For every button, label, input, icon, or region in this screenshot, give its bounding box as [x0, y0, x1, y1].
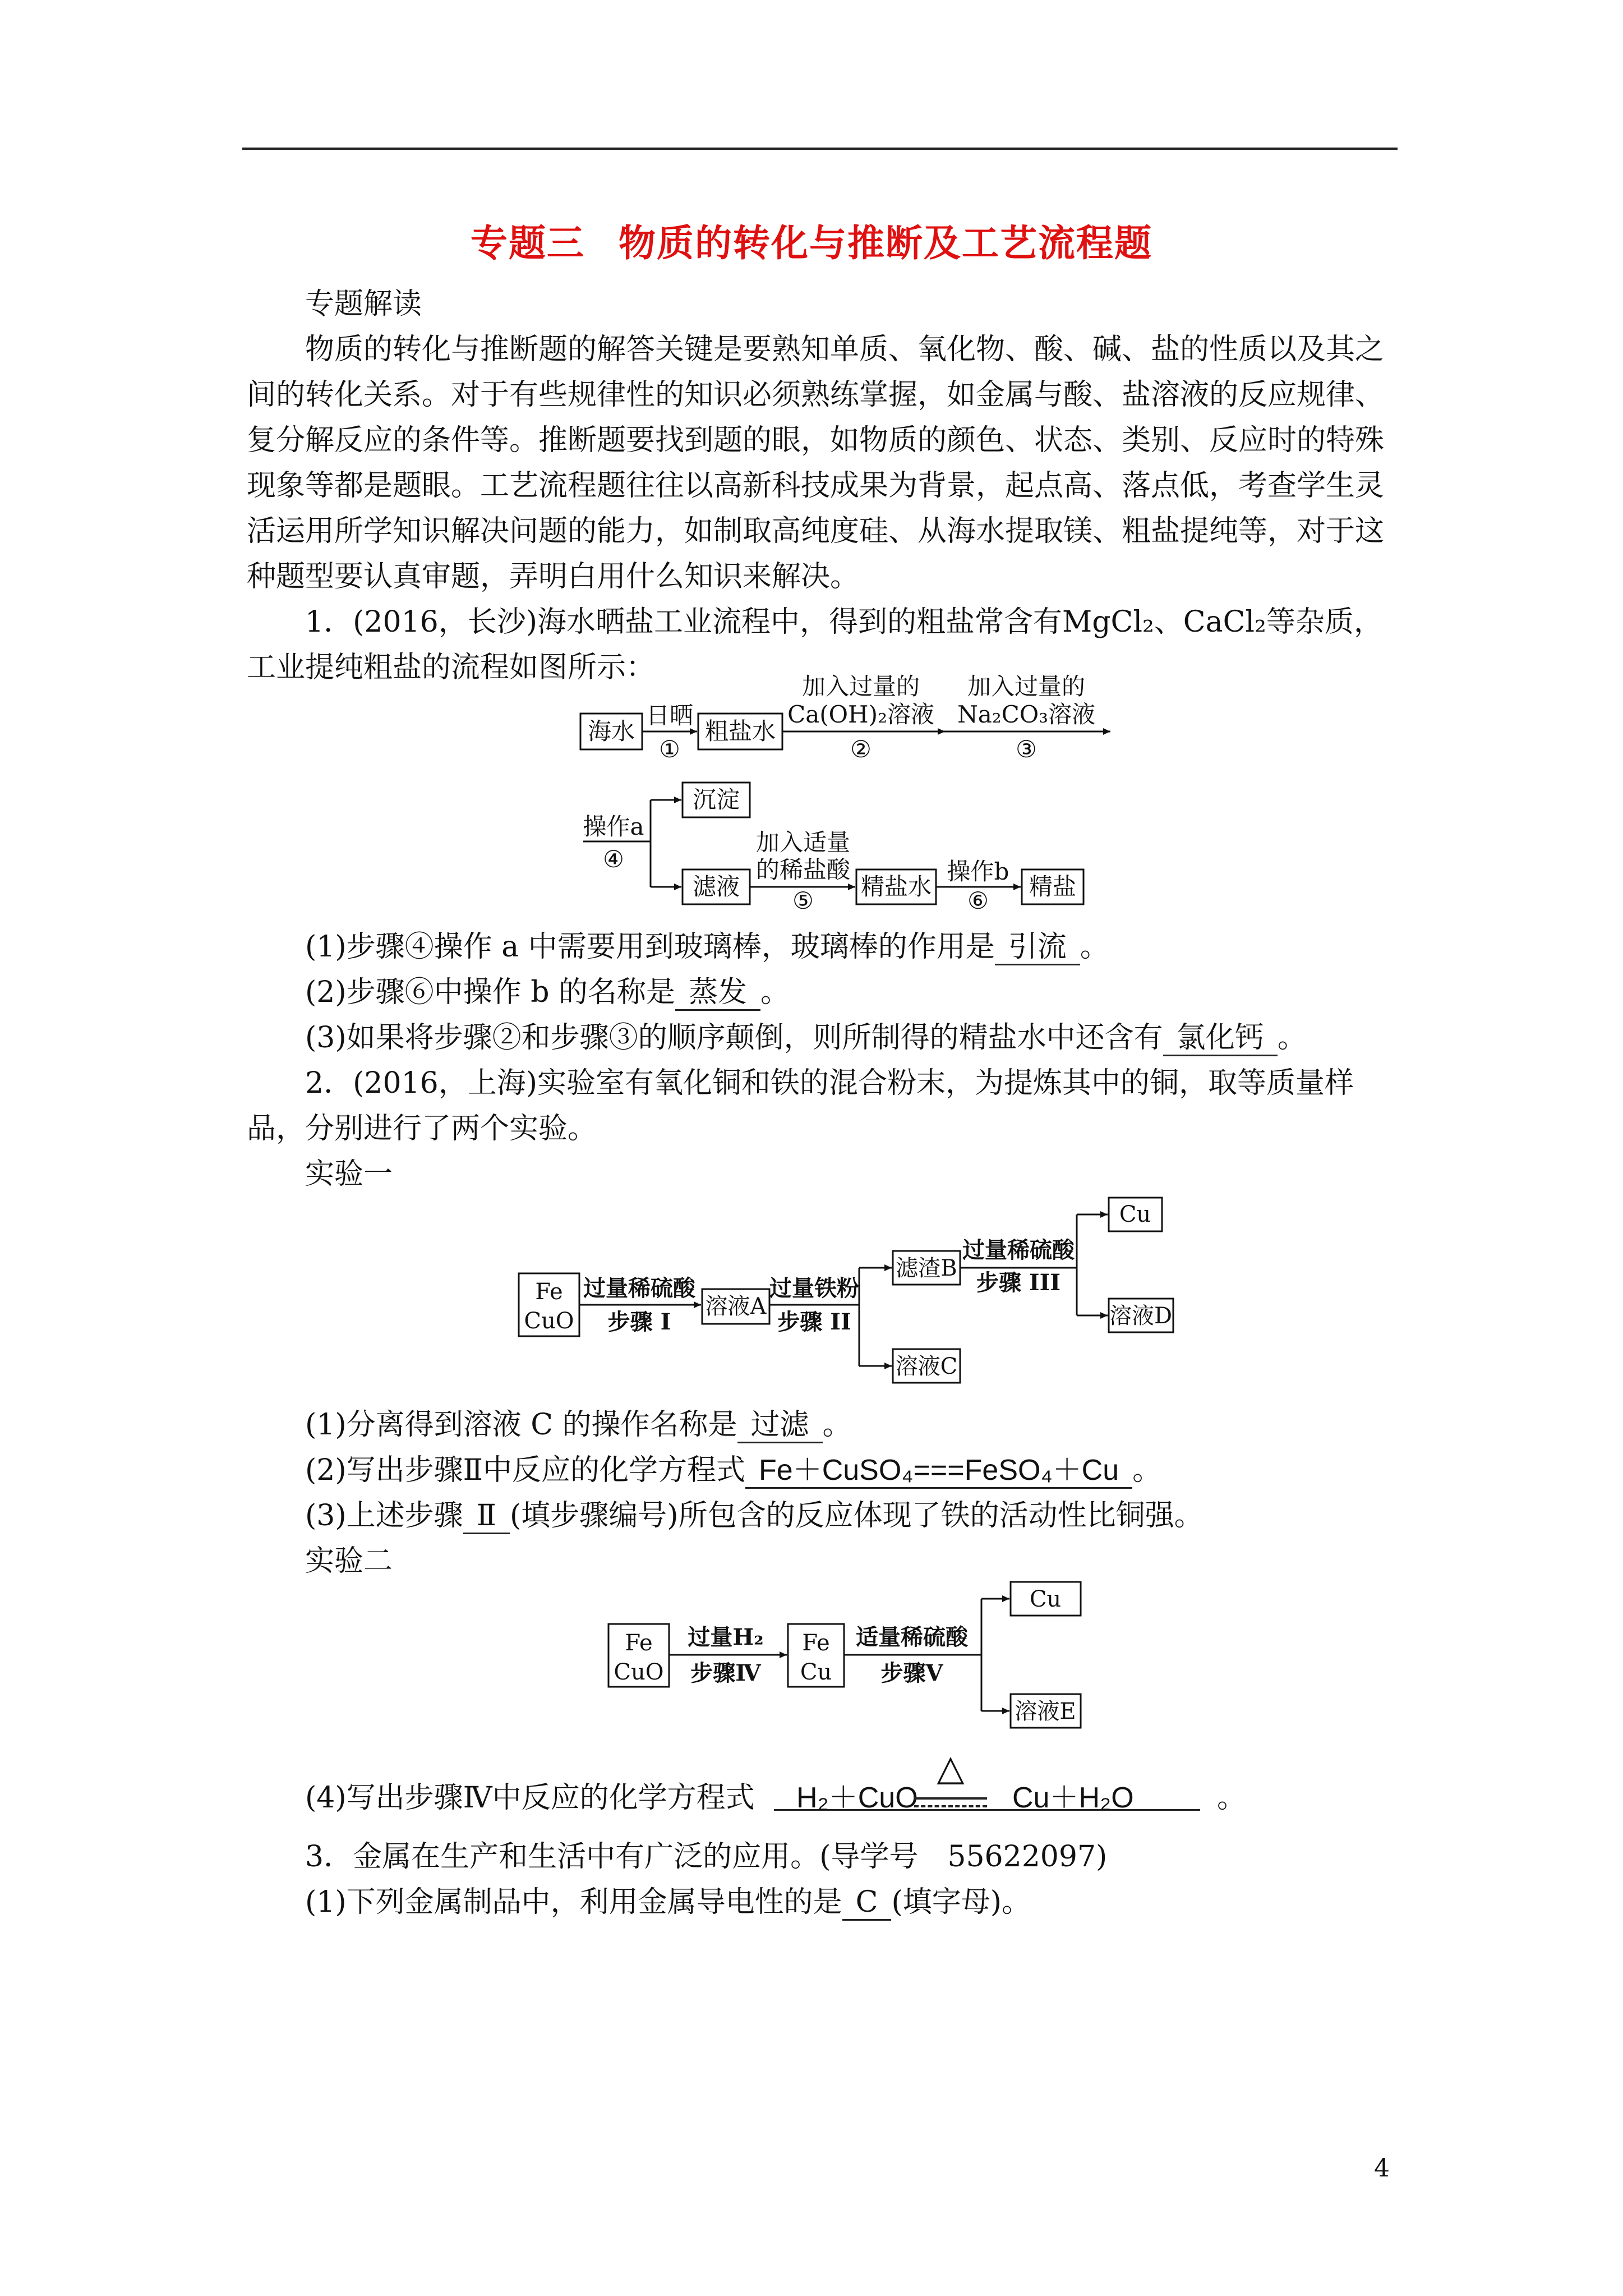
q2-answer-4-lhs: H₂＋CuO — [796, 1782, 918, 1814]
intro-heading: 专题解读 — [305, 287, 422, 321]
q3-part-1-post: (填字母)。 — [891, 1885, 1031, 1919]
step4-label: 操作a — [583, 813, 644, 840]
box-solution-d: 溶液D — [1109, 1303, 1173, 1329]
q2-part-2 — [247, 1448, 1385, 1493]
box-solution-c: 溶液C — [895, 1354, 958, 1379]
q2-part-1-post: 。 — [822, 1408, 852, 1442]
s3-bot: 步骤 III — [976, 1269, 1061, 1296]
box-refined-salt: 精盐 — [1029, 873, 1077, 900]
step2-top: 加入过量的 — [801, 673, 920, 700]
step1-top: 日晒 — [645, 702, 694, 729]
s2-top: 过量铁粉 — [769, 1275, 859, 1301]
s5-top: 适量稀硫酸 — [856, 1624, 968, 1650]
q2-part-1-text: (1)分离得到溶液 C 的操作名称是 — [305, 1408, 737, 1442]
step2-mid: Ca(OH)₂溶液 — [787, 701, 934, 728]
exp1-label: 实验一 — [305, 1157, 393, 1191]
q2-part-4 — [247, 1747, 1385, 1818]
answer-blank — [1163, 1021, 1278, 1056]
step5-num: ⑤ — [792, 887, 814, 909]
q3-stem: 3．金属在生产和生活中有广泛的应用。(导学号 55622097) — [305, 1840, 1108, 1874]
step3-top: 加入过量的 — [967, 673, 1086, 700]
answer-blank — [675, 976, 760, 1011]
q1-answer-2: 蒸发 — [689, 976, 748, 1009]
step4-num: ④ — [603, 845, 624, 873]
q1-part-2-post: 。 — [760, 976, 790, 1009]
title-main: 专题三 — [471, 222, 585, 265]
exp2-label: 实验二 — [305, 1544, 393, 1578]
equation-double-line-2 — [914, 1805, 987, 1807]
q2-answer-4-rhs: Cu＋H₂O — [1012, 1782, 1134, 1814]
step6-label: 操作b — [947, 858, 1009, 885]
q2-part-3-post: (填步骤编号)所包含的反应体现了铁的活动性比铜强。 — [510, 1499, 1204, 1533]
title-sub: 物质的转化与推断及工艺流程题 — [619, 222, 1152, 265]
exp2-flow-diagram — [606, 1571, 1110, 1739]
box-crude-brine: 粗盐水 — [704, 717, 776, 745]
q1-part-3-text: (3)如果将步骤②和步骤③的顺序颠倒，则所制得的精盐水中还含有 — [305, 1021, 1163, 1055]
q2-part-4-post: 。 — [1217, 1781, 1247, 1815]
s1-top: 过量稀硫酸 — [583, 1275, 695, 1301]
q1-part-1 — [247, 924, 1385, 970]
q2-part-1 — [247, 1402, 1385, 1448]
box-fe: Fe — [535, 1279, 563, 1305]
q1-part-1-text: (1)步骤④操作 a 中需要用到玻璃棒，玻璃棒的作用是 — [305, 930, 995, 964]
answer-blank — [842, 1885, 892, 1921]
box-refined-brine: 精盐水 — [860, 873, 932, 900]
s3-top: 过量稀硫酸 — [962, 1237, 1075, 1263]
answer-blank — [463, 1499, 510, 1534]
box-solution-a: 溶液A — [705, 1294, 767, 1319]
q2-part-4-text: (4)写出步骤Ⅳ中反应的化学方程式 — [305, 1781, 755, 1815]
answer-blank — [745, 1453, 1132, 1489]
q1-part-1-post: 。 — [1080, 930, 1109, 964]
exp2-box-solution-e: 溶液E — [1015, 1699, 1076, 1724]
intro-section — [247, 282, 1385, 691]
q2-part-2-post: 。 — [1132, 1453, 1162, 1487]
step3-mid: Na₂CO₃溶液 — [957, 701, 1096, 728]
box-seawater: 海水 — [587, 717, 635, 745]
q2-part-3 — [247, 1493, 1385, 1539]
q1-answer-3: 氯化钙 — [1176, 1021, 1264, 1055]
box-precipitate: 沉淀 — [692, 786, 740, 813]
answer-blank — [995, 930, 1080, 965]
exp2-mid-cu: Cu — [800, 1659, 832, 1685]
q2-answer-3: Ⅱ — [476, 1499, 497, 1533]
q1-part-3 — [247, 1015, 1385, 1061]
q1-stem: 1．(2016，长沙)海水晒盐工业流程中，得到的粗盐常含有MgCl₂、CaCl₂等杂质，工业提纯粗盐的流程如图所示： — [247, 605, 1383, 684]
q1-part-2 — [247, 970, 1385, 1015]
equation-double-line — [914, 1797, 987, 1800]
q2-part-2-text: (2)写出步骤Ⅱ中反应的化学方程式 — [305, 1453, 746, 1487]
q2-answer-2: Fe＋CuSO₄===FeSO₄＋Cu — [759, 1454, 1119, 1487]
step5-mid: 的稀盐酸 — [755, 856, 851, 884]
q3-part-1-text: (1)下列金属制品中，利用金属导电性的是 — [305, 1885, 842, 1919]
s2-bot: 步骤 II — [777, 1309, 851, 1335]
page-title — [0, 213, 1623, 266]
s1-bot: 步骤 I — [607, 1309, 671, 1335]
step3-num: ③ — [1016, 735, 1037, 763]
q2-part-3-text: (3)上述步骤 — [305, 1499, 463, 1533]
q3-part-1 — [247, 1880, 1385, 1925]
step2-num: ② — [850, 735, 872, 763]
q1-part-2-text: (2)步骤⑥中操作 b 的名称是 — [305, 976, 676, 1009]
exp2-box-fe: Fe — [625, 1630, 653, 1656]
q2-answer-1: 过滤 — [750, 1408, 809, 1442]
q2-parts — [247, 1402, 1385, 1584]
q3-section — [247, 1834, 1385, 1925]
s4-bot: 步骤Ⅳ — [690, 1660, 761, 1686]
exp2-box-cuo: CuO — [614, 1659, 664, 1685]
step5-top: 加入适量 — [755, 829, 851, 856]
box-cuo: CuO — [524, 1308, 574, 1334]
answer-blank — [737, 1408, 823, 1443]
heat-condition-symbol: △ — [937, 1747, 965, 1789]
q1-part-3-post: 。 — [1277, 1021, 1307, 1055]
box-filtrate: 滤液 — [692, 873, 740, 900]
page-number: 4 — [1374, 2154, 1390, 2183]
q1-parts — [247, 924, 1385, 1197]
q1-answer-1: 引流 — [1008, 930, 1067, 964]
exp2-box-cu: Cu — [1029, 1586, 1062, 1612]
step6-num: ⑥ — [967, 887, 989, 909]
exp2-mid-fe: Fe — [802, 1630, 830, 1656]
exp1-flow-diagram — [516, 1189, 1189, 1397]
intro-body: 物质的转化与推断题的解答关键是要熟知单质、氧化物、酸、碱、盐的性质以及其之间的转化关系。对于有些规律性的知识必须熟练掌握，如金属与酸、盐溶液的反应规律、复分解反应的条件等。推断题要找到题的眼，如物质的颜色、状态、类别、反应时的特殊现象等都是题眼。工艺流程题往往以高新科技成果为背景，起点高、落点低，考查学生灵活运用所学知识解决问题的能力，如制取高纯度硅、从海水提取镁、粗盐提纯等，对于这种题型要认真审题，弄明白用什么知识来解决。 — [247, 333, 1385, 593]
step1-num: ① — [659, 735, 680, 763]
s5-bot: 步骤Ⅴ — [880, 1660, 943, 1686]
q2-stem: 2．(2016，上海)实验室有氧化铜和铁的混合粉末，为提炼其中的铜，取等质量样品，分别进行了两个实验。 — [247, 1066, 1354, 1145]
q1-flow-diagram — [578, 673, 1127, 909]
q3-answer-1: C — [855, 1885, 878, 1919]
box-residue-b: 滤渣B — [896, 1255, 957, 1281]
header-rule — [242, 148, 1398, 150]
box-cu: Cu — [1119, 1202, 1151, 1227]
s4-top: 过量H₂ — [688, 1624, 764, 1650]
